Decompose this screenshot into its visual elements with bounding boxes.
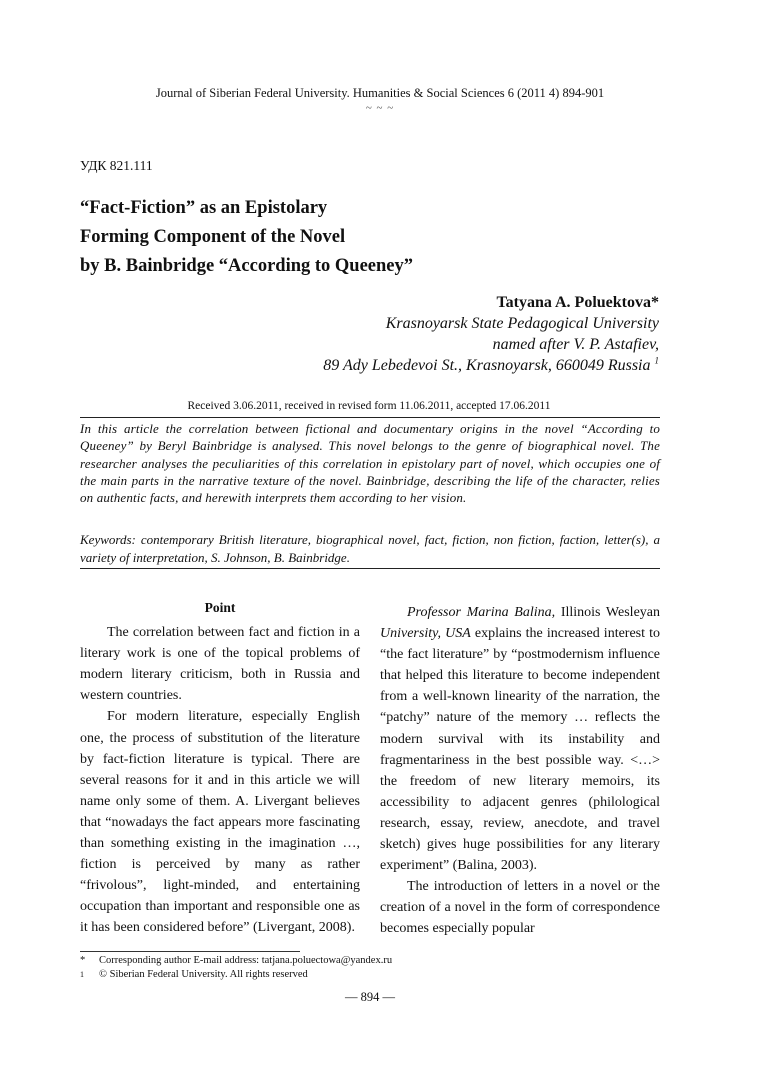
footnote-mark: 1: [80, 970, 84, 979]
left-column: [80, 597, 360, 939]
journal-header: Journal of Siberian Federal University. Humanities & Social Sciences 6 (2011 4) 894-901: [155, 86, 605, 100]
abstract: In this article the correlation between fictional and documentary origins in the novel “According to Queeney” by Beryl Bainbridge is analysed. This novel belongs to the genre of biographical novel. The researcher analyses the peculiarities of this correlation in epistolary part of novel, which occupies one of the main parts in the narrative texture of the novel. Bainbridge, describing the life of the character, relies on authentic facts, and herewith interprets them according to her vision.: [80, 421, 660, 506]
abstract-bottom-rule: [80, 568, 660, 569]
body-paragraph: The introduction of letters in a novel or the creation of a novel in the form of correspondence becomes especially popular: [380, 879, 660, 937]
affiliation-line: Krasnoyarsk State Pedagogical University: [385, 315, 659, 332]
cited-institution-italic: University, USA: [380, 626, 471, 642]
body-paragraph: [380, 602, 660, 876]
received-dates: Received 3.06.2011, received in revised form 11.06.2011, accepted 17.06.2011: [187, 400, 551, 412]
article-title: [80, 194, 413, 281]
section-heading: Point: [204, 600, 236, 615]
keywords: Keywords: contemporary British literature, biographical novel, fact, fiction, non fiction, faction, letter(s), a variety of interpretation, S. Johnson, B. Bainbridge.: [80, 532, 660, 565]
footnote-mark: *: [80, 955, 86, 966]
affiliation-mark: 1: [654, 355, 659, 366]
footnote-text: Corresponding author E-mail address: tatjana.poluectowa@yandex.ru: [99, 955, 393, 966]
abstract-top-rule: [80, 417, 660, 418]
footnote: [80, 954, 392, 968]
footnote-text: © Siberian Federal University. All rights reserved: [99, 969, 308, 980]
title-line: by B. Bainbridge “According to Queeney”: [80, 256, 414, 276]
body-paragraph: For modern literature, especially English one, the process of substitution of the literature by fact-fiction literature is typical. There are several reasons for it and in this article we will name only some of them. A. Livergant believes that “nowadays the fact appears more fascinating than something existing in the imagination …, fiction is perceived by many as rather “frivolous”, light-minded, and entertaining occupation than important and responsible one as it has been considered before” (Livergant, 2008).: [80, 709, 360, 936]
body-paragraph: The correlation between fact and fiction in a literary work is one of the topical problems of modern literary criticism, both in Russia and western countries.: [80, 625, 360, 704]
right-column: [380, 602, 660, 940]
title-line: Forming Component of the Novel: [80, 227, 346, 247]
paragraph-text: explains the increased interest to “the fact literature” by “postmodernism influence that helped this literature to become independent from a well-known linearity of the narration, the “patchy” nature of the memory … reflects the modern survival with its instability and fragmentariness in the best possible way. <…> the freedom of new literary memoirs, its accessibility to adjacent genres (philological research, essay, review, anecdote, and travel sketch) gives huge possibilities for any literary experiment” (Balina, 2003).: [380, 626, 660, 874]
affiliation-line: named after V. P. Astafiev,: [492, 336, 659, 353]
footnote: [80, 968, 308, 982]
author-name: Tatyana A. Poluektova*: [496, 294, 659, 311]
cited-professor: Professor Marina Balina,: [407, 605, 556, 620]
title-line: “Fact-Fiction” as an Epistolary: [80, 198, 328, 218]
footnote-rule: [80, 951, 300, 952]
affiliation-line: [323, 355, 659, 376]
cited-institution: Illinois Wesleyan: [555, 605, 660, 620]
udk-code: УДК 821.111: [80, 158, 153, 173]
author-block: [323, 292, 659, 376]
header-separator: ~ ~ ~: [365, 102, 395, 114]
page-number: — 894 —: [345, 990, 395, 1004]
affiliation-address: 89 Ady Lebedevoi St., Krasnoyarsk, 660049 Russia: [323, 357, 651, 374]
